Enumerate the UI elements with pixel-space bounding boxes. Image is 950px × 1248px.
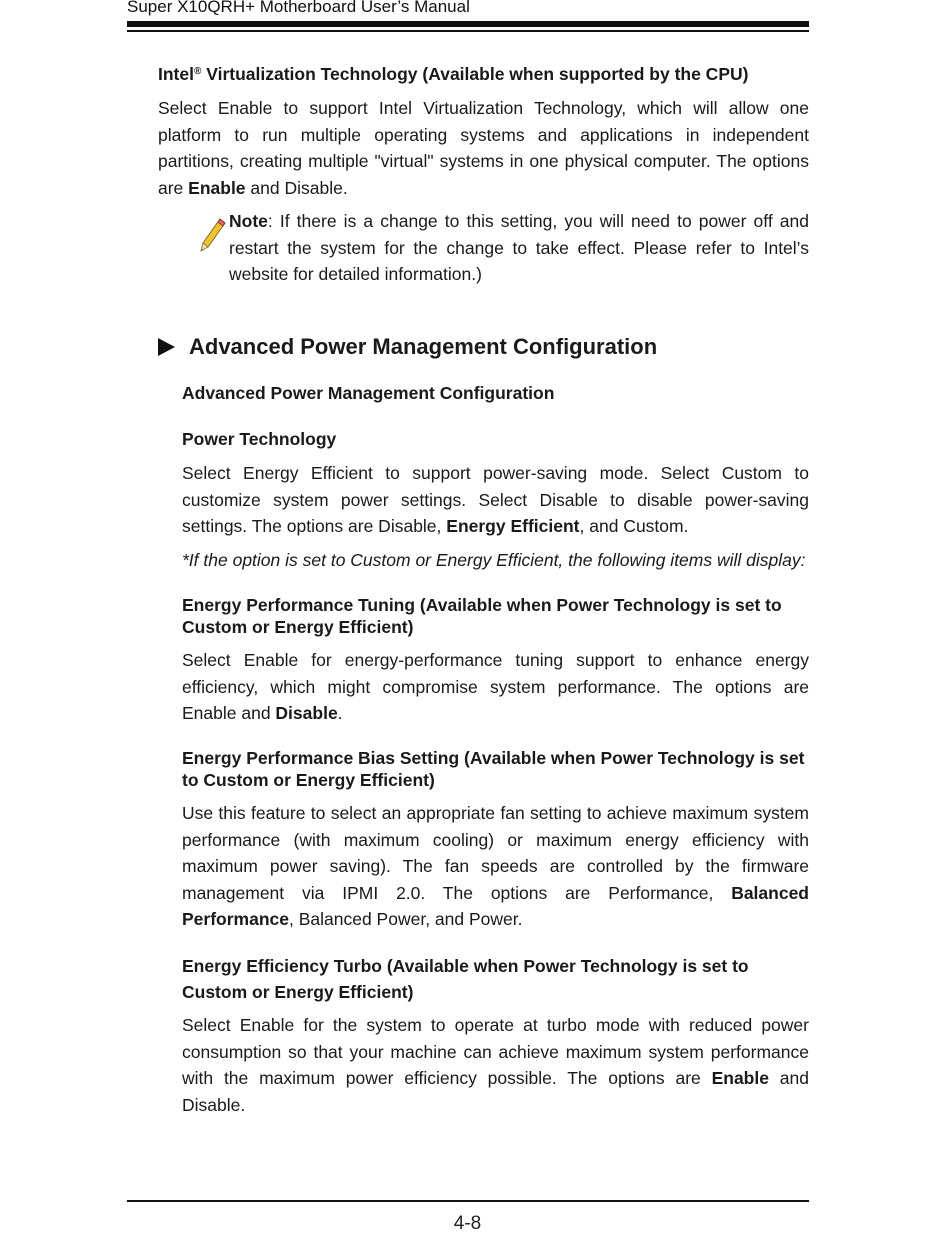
energy-efficiency-turbo-description: Select Enable for the system to operate at turbo mode with reduced power consumption so that your machine can achieve maximum system performance with the maximum power efficiency possible. The options are Enable and Disable. — [182, 1015, 809, 1115]
triangle-right-icon — [158, 338, 175, 356]
power-technology-heading: Power Technology — [182, 429, 337, 449]
energy-performance-tuning-description: Select Enable for energy-performance tuning support to enhance energy efficiency, which might compromise system performance. The options are Enable and Disable. — [182, 650, 809, 723]
energy-performance-bias-description: Use this feature to select an appropriate fan setting to achieve maximum system performance (with maximum cooling) or maximum energy efficiency with maximum power saving). The fan speeds are controlled by the firmware management via IPMI 2.0. The options are Performance, Balanced Performance, Balanced Power, and Power. — [182, 803, 809, 929]
header-rule-thin — [127, 30, 809, 32]
section-heading — [158, 333, 657, 361]
conditional-note: *If the option is set to Custom or Energy Efficient, the following items will display: — [182, 550, 806, 570]
note-label: Note — [229, 211, 268, 231]
footer-rule — [127, 1200, 809, 1202]
power-technology-description: Select Energy Efficient to support power-saving mode. Select Custom to customize system power settings. Select Disable to disable power-saving settings. The options are Disable, Energy Efficient, and Custom. — [182, 463, 809, 536]
header-rule-thick — [127, 21, 809, 27]
page-header-title: Super X10QRH+ Motherboard User’s Manual — [127, 0, 470, 16]
page-number: 4-8 — [453, 1213, 482, 1234]
energy-performance-bias-heading: Energy Performance Bias Setting (Available when Power Technology is set to Custom or Energy Efficient) — [182, 748, 805, 790]
pencil-icon — [198, 215, 228, 255]
vt-description: Select Enable to support Intel Virtualization Technology, which will allow one platform to run multiple operating systems and applications in independent partitions, creating multiple "virtual" systems in one physical computer. The options are Enable and Disable. — [158, 98, 809, 198]
energy-performance-tuning-heading: Energy Performance Tuning (Available when Power Technology is set to Custom or Energy Efficient) — [182, 595, 782, 637]
vt-note: Note: If there is a change to this setting, you will need to power off and restart the system for the change to take effect. Please refer to Intel’s website for detailed information.) — [229, 211, 809, 284]
energy-efficiency-turbo-heading: Energy Efficiency Turbo (Available when Power Technology is set to Custom or Energy Efficient) — [182, 956, 749, 1002]
apm-subtitle: Advanced Power Management Configuration — [182, 383, 555, 403]
vt-heading: Intel® Virtualization Technology (Available when supported by the CPU) — [158, 64, 749, 84]
section-title: Advanced Power Management Configuration — [189, 334, 658, 359]
